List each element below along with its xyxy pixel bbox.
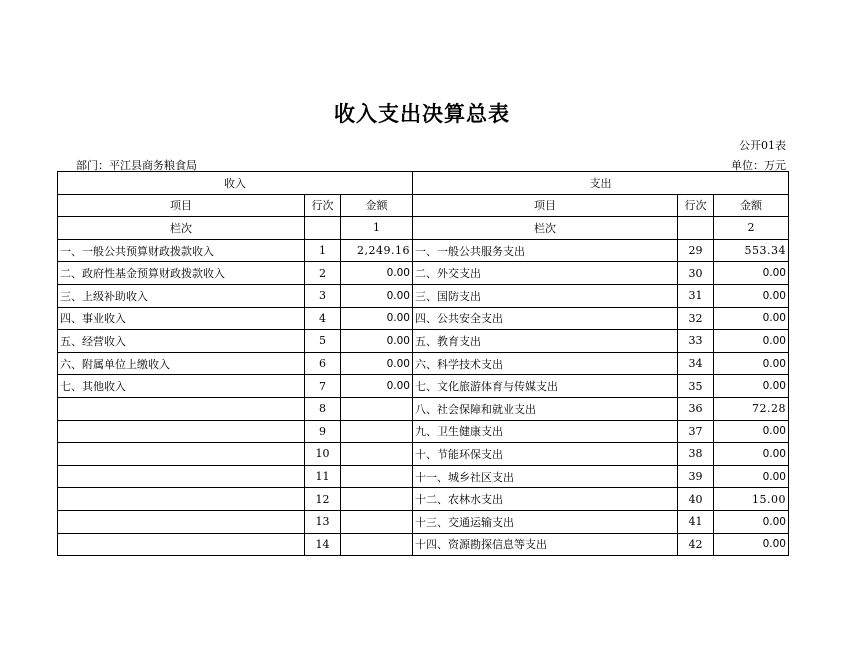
- income-row-no-cell: 8: [305, 397, 341, 420]
- income-item-cell: [58, 397, 305, 420]
- income-amount-cell: 0.00: [341, 352, 413, 375]
- income-amount-cell: [341, 443, 413, 466]
- expense-row-no-header: 行次: [678, 194, 714, 217]
- summary-table: [57, 171, 789, 556]
- expense-row-no-cell: 40: [678, 488, 714, 511]
- income-row-no-cell: 9: [305, 420, 341, 443]
- income-amount-cell: [341, 397, 413, 420]
- expense-row-no-cell: 41: [678, 510, 714, 533]
- income-amount-cell: [341, 465, 413, 488]
- expense-item-cell: 三、国防支出: [413, 284, 678, 307]
- table-row: [58, 239, 789, 262]
- income-column-number: 1: [341, 217, 413, 240]
- table-row: [58, 262, 789, 285]
- expense-column-label: 栏次: [413, 217, 678, 240]
- expense-amount-cell: 0.00: [714, 352, 789, 375]
- table-row: [58, 375, 789, 398]
- income-item-cell: 四、事业收入: [58, 307, 305, 330]
- income-item-header: 项目: [58, 194, 305, 217]
- expense-item-header: 项目: [413, 194, 678, 217]
- expense-item-cell: 十三、交通运输支出: [413, 510, 678, 533]
- income-amount-header: 金额: [341, 194, 413, 217]
- income-section-header: 收入: [58, 172, 413, 195]
- income-amount-cell: 0.00: [341, 284, 413, 307]
- expense-item-cell: 十二、农林水支出: [413, 488, 678, 511]
- expense-amount-cell: 15.00: [714, 488, 789, 511]
- income-row-no-cell: 12: [305, 488, 341, 511]
- income-item-cell: [58, 510, 305, 533]
- expense-item-cell: 七、文化旅游体育与传媒支出: [413, 375, 678, 398]
- income-row-no-cell: 14: [305, 533, 341, 556]
- table-row: [58, 420, 789, 443]
- expense-row-no-cell: 36: [678, 397, 714, 420]
- department-label: 部门：平江县商务粮食局: [76, 159, 197, 172]
- expense-row-no-cell: 38: [678, 443, 714, 466]
- header-row-sections: [58, 172, 789, 195]
- income-item-cell: 三、上级补助收入: [58, 284, 305, 307]
- expense-column-number: 2: [714, 217, 789, 240]
- income-row-no-cell: 4: [305, 307, 341, 330]
- income-item-cell: 五、经营收入: [58, 330, 305, 353]
- expense-section-header: 支出: [413, 172, 789, 195]
- expense-row-no-cell: 30: [678, 262, 714, 285]
- income-item-cell: 二、政府性基金预算财政拨款收入: [58, 262, 305, 285]
- header-row-columns: [58, 194, 789, 217]
- expense-amount-cell: 72.28: [714, 397, 789, 420]
- income-item-cell: [58, 465, 305, 488]
- income-item-cell: [58, 533, 305, 556]
- table-row: [58, 330, 789, 353]
- expense-row-no-cell: 34: [678, 352, 714, 375]
- expense-row-no-cell: 37: [678, 420, 714, 443]
- income-row-no-cell: 11: [305, 465, 341, 488]
- income-amount-cell: [341, 510, 413, 533]
- expense-row-no-cell: 32: [678, 307, 714, 330]
- expense-amount-cell: 0.00: [714, 330, 789, 353]
- income-row-no-cell: 7: [305, 375, 341, 398]
- expense-amount-cell: 0.00: [714, 443, 789, 466]
- income-row-no-cell: 3: [305, 284, 341, 307]
- expense-amount-cell: 0.00: [714, 375, 789, 398]
- expense-item-cell: 九、卫生健康支出: [413, 420, 678, 443]
- expense-amount-cell: 0.00: [714, 510, 789, 533]
- income-item-cell: [58, 420, 305, 443]
- expense-item-cell: 一、一般公共服务支出: [413, 239, 678, 262]
- expense-row-no-cell: 35: [678, 375, 714, 398]
- table-row: [58, 510, 789, 533]
- expense-amount-cell: 0.00: [714, 307, 789, 330]
- income-item-cell: 七、其他收入: [58, 375, 305, 398]
- income-row-no-cell: 5: [305, 330, 341, 353]
- income-amount-cell: [341, 420, 413, 443]
- expense-row-no-cell: 33: [678, 330, 714, 353]
- income-row-no-cell: 1: [305, 239, 341, 262]
- expense-item-cell: 四、公共安全支出: [413, 307, 678, 330]
- table-row: [58, 284, 789, 307]
- expense-amount-header: 金额: [714, 194, 789, 217]
- income-amount-cell: 0.00: [341, 330, 413, 353]
- income-row-no-header: 行次: [305, 194, 341, 217]
- table-row: [58, 443, 789, 466]
- expense-amount-cell: 0.00: [714, 262, 789, 285]
- income-amount-cell: 0.00: [341, 307, 413, 330]
- expense-amount-cell: 0.00: [714, 533, 789, 556]
- income-column-blank: [305, 217, 341, 240]
- income-amount-cell: 2,249.16: [341, 239, 413, 262]
- expense-item-cell: 八、社会保障和就业支出: [413, 397, 678, 420]
- income-row-no-cell: 13: [305, 510, 341, 533]
- table-row: [58, 352, 789, 375]
- expense-item-cell: 十一、城乡社区支出: [413, 465, 678, 488]
- expense-row-no-cell: 39: [678, 465, 714, 488]
- expense-amount-cell: 553.34: [714, 239, 789, 262]
- income-row-no-cell: 6: [305, 352, 341, 375]
- income-item-cell: [58, 443, 305, 466]
- income-row-no-cell: 10: [305, 443, 341, 466]
- column-number-row: [58, 217, 789, 240]
- income-amount-cell: 0.00: [341, 375, 413, 398]
- expense-item-cell: 十四、资源勘探信息等支出: [413, 533, 678, 556]
- expense-row-no-cell: 42: [678, 533, 714, 556]
- expense-amount-cell: 0.00: [714, 284, 789, 307]
- expense-column-blank: [678, 217, 714, 240]
- form-code: 公开01表: [739, 139, 786, 152]
- expense-amount-cell: 0.00: [714, 420, 789, 443]
- table-row: [58, 307, 789, 330]
- page-title: 收入支出决算总表: [334, 102, 510, 126]
- income-amount-cell: [341, 488, 413, 511]
- income-item-cell: 一、一般公共预算财政拨款收入: [58, 239, 305, 262]
- expense-item-cell: 十、节能环保支出: [413, 443, 678, 466]
- expense-item-cell: 二、外交支出: [413, 262, 678, 285]
- table-row: [58, 533, 789, 556]
- expense-row-no-cell: 29: [678, 239, 714, 262]
- income-amount-cell: 0.00: [341, 262, 413, 285]
- table-row: [58, 465, 789, 488]
- expense-amount-cell: 0.00: [714, 465, 789, 488]
- income-column-label: 栏次: [58, 217, 305, 240]
- expense-row-no-cell: 31: [678, 284, 714, 307]
- expense-item-cell: 六、科学技术支出: [413, 352, 678, 375]
- table-row: [58, 488, 789, 511]
- income-amount-cell: [341, 533, 413, 556]
- income-row-no-cell: 2: [305, 262, 341, 285]
- income-item-cell: 六、附属单位上缴收入: [58, 352, 305, 375]
- expense-item-cell: 五、教育支出: [413, 330, 678, 353]
- unit-label: 单位：万元: [731, 159, 786, 172]
- table-row: [58, 397, 789, 420]
- income-item-cell: [58, 488, 305, 511]
